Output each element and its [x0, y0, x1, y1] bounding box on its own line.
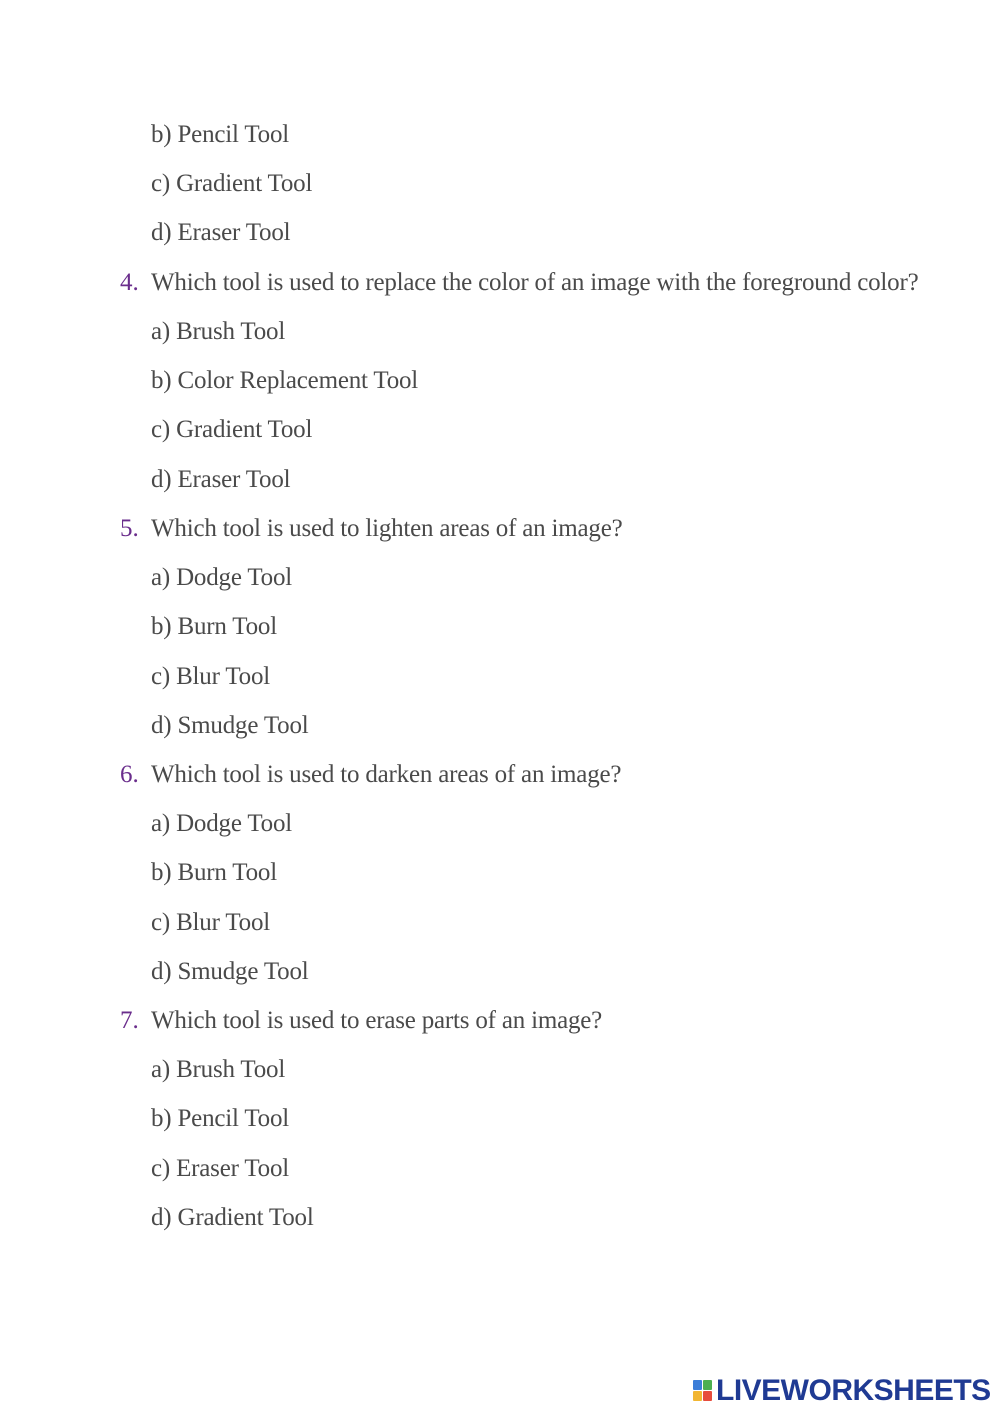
option-6b: b) Burn Tool [151, 859, 277, 886]
liveworksheets-logo[interactable] [693, 1375, 991, 1407]
logo-block-blue [693, 1380, 702, 1390]
liveworksheets-logo-icon [693, 1380, 713, 1402]
question-4-text: Which tool is used to replace the color of an image with the foreground color? [151, 269, 919, 296]
option-7c: c) Eraser Tool [151, 1155, 289, 1182]
option-6d: d) Smudge Tool [151, 958, 309, 985]
option-5c: c) Blur Tool [151, 663, 270, 690]
logo-block-red [703, 1391, 712, 1401]
question-7-text: Which tool is used to erase parts of an image? [151, 1007, 603, 1034]
question-5-text: Which tool is used to lighten areas of an image? [151, 515, 623, 542]
logo-text: LIVEWORKSHEETS [716, 1374, 991, 1407]
question-5-number: 5. [120, 515, 139, 542]
logo-block-yellow [693, 1391, 702, 1401]
option-4c: c) Gradient Tool [151, 416, 313, 443]
option-4d: d) Eraser Tool [151, 466, 291, 493]
option-4b: b) Color Replacement Tool [151, 367, 419, 394]
option-5d: d) Smudge Tool [151, 712, 309, 739]
option-5b: b) Burn Tool [151, 613, 277, 640]
logo-block-green [703, 1380, 712, 1390]
option-3d: d) Eraser Tool [151, 219, 291, 246]
option-7b: b) Pencil Tool [151, 1105, 290, 1132]
option-3c: c) Gradient Tool [151, 170, 313, 197]
question-7-number: 7. [120, 1007, 139, 1034]
option-6c: c) Blur Tool [151, 909, 270, 936]
question-6-text: Which tool is used to darken areas of an image? [151, 761, 622, 788]
question-6-number: 6. [120, 761, 139, 788]
option-5a: a) Dodge Tool [151, 564, 292, 591]
option-7a: a) Brush Tool [151, 1056, 286, 1083]
option-7d: d) Gradient Tool [151, 1204, 314, 1231]
question-4-number: 4. [120, 269, 139, 296]
option-4a: a) Brush Tool [151, 318, 286, 345]
option-6a: a) Dodge Tool [151, 810, 292, 837]
option-3b: b) Pencil Tool [151, 121, 290, 148]
